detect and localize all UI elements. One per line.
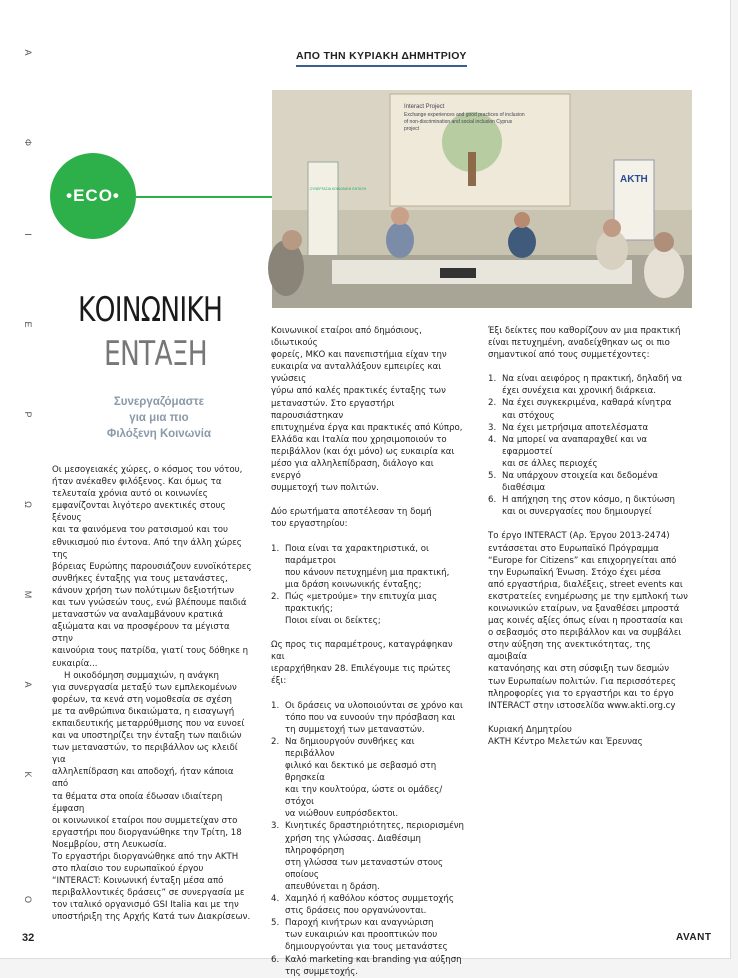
author-affiliation: ΑΚΤΗ Κέντρο Μελετών και Έρευνας: [488, 736, 643, 747]
text-line: Να είναι αειφόρος η πρακτική, δηλαδή να: [502, 374, 683, 385]
list-item: [271, 893, 465, 917]
side-letter: Ρ: [23, 411, 33, 419]
paragraph-alliances: [52, 670, 252, 851]
subtitle: [64, 394, 254, 442]
side-letter: Ε: [23, 321, 33, 329]
text-line: Το έργο INTERACT (Αρ. Έργου 2013-2474): [488, 531, 670, 542]
author-name: Κυριακή Δημητρίου: [488, 724, 572, 735]
text-line: Οι μεσογειακές χώρες, ο κόσμος του νότου,: [52, 465, 243, 475]
text-line: Να μπορεί να αναπαραχθεί και να εφαρμοστεί: [502, 434, 648, 457]
list-item: [271, 700, 465, 736]
banner-left: ΣΥΝΕΡΓΑΣΙΑ ΚΟΙΝΩΝΙΚΗ ΕΝΤΑΞΗ: [310, 187, 367, 191]
text-line: “Europe for Citizens” και επιχορηγείται από: [488, 555, 677, 566]
side-letter: Ο: [23, 895, 33, 904]
page-number: 32: [22, 932, 35, 944]
side-letter: Μ: [23, 590, 33, 600]
list-number: 6.: [488, 495, 497, 506]
text-line: Έξι δείκτες που καθορίζουν αν μια πρακτική: [488, 326, 681, 336]
text-line: των Ευρωπαίων πολιτών. Για περισσότερες: [488, 676, 676, 687]
column-2: [271, 325, 465, 978]
magazine-brand: AVANT: [676, 932, 712, 943]
list-item: [271, 917, 465, 953]
list-number: 2.: [271, 736, 280, 747]
text-line: ιεραρχήθηκαν 28. Επιλέγουμε τις πρώτες έξι:: [271, 664, 451, 687]
paragraph-questions-intro: [271, 506, 465, 530]
badge-rule: [136, 196, 272, 198]
text-line: καινούρια τους πατρίδα, γιατί τους δόθηκε η: [52, 646, 249, 657]
text-line: μέσο για αλληλεπίδραση, διάλογο και ενεργό: [271, 459, 434, 482]
text-line: μεταναστών. Στο εργαστήρι παρουσιάστηκαν: [271, 398, 395, 421]
text-line: Η οικοδόμηση συμμαχιών, η ανάγκη: [64, 670, 219, 681]
text-line: και σε άλλες περιοχές: [502, 458, 598, 469]
subtitle-line: για μια πιο: [129, 412, 189, 424]
text-line: πληροφορίες για το εργαστήρι και το έργο: [488, 688, 674, 699]
title-line1: ΚΟΙΝΩΝΙΚΗ: [78, 290, 223, 330]
author-signature: [488, 724, 688, 748]
list-number: 1.: [488, 374, 497, 385]
subtitle-line: Φιλόξενη Κοινωνία: [106, 428, 212, 440]
text-line: Καλό marketing και branding για αύξηση: [285, 954, 462, 965]
text-line: κοινωνικών εταίρων, να ξαναθέσει μπροστά: [488, 603, 680, 614]
text-line: φιλικό και δεκτικό με σεβασμό στη θρησκεία: [285, 761, 437, 784]
workshop-photo: [272, 90, 692, 308]
text-line: ο σεβασμός στο περιβάλλον και να συμβάλει: [488, 628, 682, 639]
text-line: ήταν ανέκαθεν φιλόξενος. Και όμως τα: [52, 477, 222, 488]
list-number: 1.: [271, 700, 280, 711]
text-line: τον ιταλικό οργανισμό GSI Italia και με την: [52, 900, 239, 911]
text-line: συμμετοχή των πολιτών.: [271, 483, 379, 494]
text-line: Πώς «μετρούμε» την επιτυχία μιας πρακτικής;: [285, 591, 438, 614]
text-line: εκστρατείες ενημέρωσης με την εμπλοκή των: [488, 591, 688, 602]
text-line: με τα ανθρώπινα δικαιώματα, η εισαγωγή: [52, 706, 235, 717]
side-letter: Ι: [23, 233, 33, 237]
text-line: περιβάλλον (και όχι μόνο) ως ευκαιρία και: [271, 446, 455, 457]
paragraph-project: [488, 530, 688, 711]
paragraph-parameters-intro: [271, 639, 465, 687]
text-line: που κάνουν πετυχημένη μια πρακτική,: [285, 567, 450, 578]
paragraph-indicators-intro: [488, 325, 688, 361]
text-line: την Ευρωπαϊκή Ένωση. Στόχο έχει μέσα: [488, 567, 661, 578]
screen-line: Interact Project: [404, 104, 445, 110]
list-item: [271, 591, 465, 627]
text-line: Το εργαστήρι διοργανώθηκε από την ΑΚΤΗ: [52, 852, 239, 862]
text-line: επιτυχημένα έργα και πρακτικές από Κύπρο,: [271, 422, 463, 433]
text-line: Κινητικές δραστηριότητες, περιορισμένη: [285, 821, 464, 832]
text-line: δημιουργούνται για τους μετανάστες: [285, 942, 448, 953]
list-item: [271, 736, 465, 821]
text-line: τελευταία χρόνια αυτό οι κοινωνίες: [52, 489, 208, 500]
text-line: και των γνώσεών τους, ενώ βλέπουμε παιδιά: [52, 598, 247, 609]
side-letter: Α: [23, 49, 33, 57]
screen-line: Exchange experiences and good practices of inclusion: [404, 112, 525, 118]
list-number: 6.: [271, 954, 280, 965]
text-line: INTERACT στην ιστοσελίδα www.akti.org.cy: [488, 700, 676, 711]
text-line: και την κουλτούρα, ώστε οι ομάδες/στόχοι: [285, 785, 443, 808]
text-line: τα θέματα στα οποία έδωσαν ιδιαίτερη έμφαση: [52, 791, 223, 814]
column-3: [488, 325, 688, 748]
text-line: μας κοινές αξίες όπως είναι η προστασία και: [488, 616, 683, 627]
text-line: εργαστήρι που διοργανώθηκε την Τρίτη, 18: [52, 827, 242, 838]
text-line: γύρω από καλές πρακτικές ένταξης των: [271, 386, 446, 397]
list-number: 5.: [271, 918, 280, 929]
list-item: [488, 397, 688, 421]
text-line: και οι συνεργασίες που δημιουργεί: [502, 507, 652, 518]
text-line: του εργαστηρίου:: [271, 519, 348, 530]
text-line: Ως προς τις παραμέτρους, καταγράφηκαν και: [271, 640, 453, 663]
text-line: Η απήχηση της στον κόσμο, η δικτύωση: [502, 495, 675, 506]
text-line: από εργαστήρια, διαλέξεις, street events και: [488, 579, 683, 590]
text-line: βόρειας Ευρώπης παρουσιάζουν ευνοϊκότερες: [52, 561, 252, 572]
text-line: στην αύξηση της ανεκτικότητας, της αμοιβαία: [488, 640, 651, 663]
paragraph-organizers: [52, 851, 252, 924]
text-line: έχει συνέχεια και χρονική διάρκεια.: [502, 386, 656, 397]
text-line: υποστήριξη της Αρχής Κατά των Διακρίσεων.: [52, 912, 251, 923]
list-number: 3.: [271, 821, 280, 832]
text-line: εντάσσεται στο Ευρωπαϊκό Πρόγραμμα: [488, 543, 659, 554]
list-item: [271, 954, 465, 978]
text-line: Ποιοι είναι οι δείκτες;: [285, 616, 381, 627]
text-line: διαθέσιμα: [502, 483, 546, 494]
list-item: [488, 434, 688, 470]
list-number: 2.: [488, 398, 497, 409]
side-letter: Κ: [23, 771, 33, 779]
side-letter: Ω: [23, 501, 33, 509]
list-number: 4.: [488, 434, 497, 445]
text-line: “INTERACT: Κοινωνική ένταξη μέσα από: [52, 876, 224, 887]
text-line: Να υπάρχουν στοιχεία και δεδομένα: [502, 471, 658, 482]
text-line: περιβαλλοντικές δράσεις” σε συνεργασία με: [52, 888, 245, 899]
text-line: κατανόησης και στη σύσφιξη των δεσμών: [488, 664, 670, 675]
byline: ΑΠΟ ΤΗΝ ΚΥΡΙΑΚΗ ΔΗΜΗΤΡΙΟΥ: [296, 50, 467, 67]
paragraph-partners: [271, 325, 465, 494]
text-line: σημαντικοί από τους συμμετέχοντες:: [488, 350, 650, 361]
list-item: [488, 470, 688, 494]
list-number: 3.: [488, 422, 497, 433]
text-line: οι κοινωνικοί εταίροι που συμμετείχαν στο: [52, 815, 238, 826]
list-number: 1.: [271, 543, 280, 554]
list-number: 5.: [488, 471, 497, 482]
text-line: συνθήκες ένταξης για τους μετανάστες,: [52, 573, 228, 584]
side-letter: Φ: [23, 138, 33, 148]
text-line: Οι δράσεις να υλοποιούνται σε χρόνο και: [285, 700, 463, 711]
text-line: των μεταναστών, το περιβάλλον ως κλειδί για: [52, 743, 238, 766]
text-line: Δύο ερωτήματα αποτέλεσαν τη δομή: [271, 507, 432, 518]
text-line: εμφανίζονται λιγότερο ανεκτικές στους ξένους: [52, 501, 226, 524]
text-line: ευκαιρία να ανταλλάξουν εμπειρίες και γνώσεις: [271, 362, 442, 385]
list-number: 4.: [271, 894, 280, 905]
text-line: Παροχή κινήτρων και αναγνώριση: [285, 918, 434, 929]
text-line: στη γλώσσα των μεταναστών στους οποίους: [285, 857, 444, 880]
text-line: να νιώθουν ευπρόσδεκτοι.: [285, 809, 399, 820]
side-letter: Α: [23, 681, 33, 689]
text-line: Ποια είναι τα χαρακτηριστικά, οι παράμετροι: [285, 543, 429, 566]
text-line: απευθύνεται η δράση.: [285, 881, 380, 892]
list-item: [488, 373, 688, 397]
text-line: στο πλαίσιο του ευρωπαϊκού έργου: [52, 864, 204, 875]
banner-right: ΑΚΤΗ: [620, 174, 648, 185]
column-1: [52, 464, 252, 924]
list-item: [271, 820, 465, 893]
text-line: της συμμετοχής.: [285, 966, 359, 977]
screen-line: project: [404, 126, 420, 132]
text-line: φορείς, ΜΚΟ και πανεπιστήμια είχαν την: [271, 350, 447, 361]
text-line: χρήση της γλώσσας. Διαθέσιμη πληροφόρηση: [285, 833, 421, 856]
text-line: ευκαιρία...: [52, 658, 98, 669]
text-line: Να έχει συγκεκριμένα, καθαρά κίνητρα: [502, 398, 672, 409]
text-line: στις δράσεις που οργανώνονται.: [285, 906, 427, 917]
text-line: είναι πετυχημένη, αναδείχθηκαν ως οι πιο: [488, 338, 670, 349]
text-line: εθνικισμού πιο έντονα. Από την άλλη χώρες της: [52, 537, 242, 560]
text-line: κάνουν χρήση των πολύτιμων δεξιοτήτων: [52, 585, 235, 596]
paragraph-intro: [52, 464, 252, 670]
text-line: αξιώματα και να προσφέρουν τα μέγιστα στην: [52, 622, 230, 645]
text-line: τη συμμετοχή των μεταναστών.: [285, 724, 425, 735]
text-line: για συνεργασία μεταξύ των εμπλεκομένων: [52, 682, 237, 693]
title-line2: ΕΝΤΑΞΗ: [104, 334, 207, 374]
text-line: και να υποστηρίζει την ένταξη των παιδιών: [52, 731, 242, 742]
text-line: Κοινωνικοί εταίροι από δημόσιους, ιδιωτικούς: [271, 326, 422, 349]
text-line: των ευκαιριών και προοπτικών που: [285, 930, 438, 941]
subtitle-line: Συνεργαζόμαστε: [113, 396, 205, 408]
text-line: μεταναστών να αναλαμβάνουν κρατικά: [52, 610, 224, 621]
text-line: εκπαιδευτικής μεταρρύθμισης που να ευνοεί: [52, 718, 245, 729]
list-item: [271, 543, 465, 591]
list-item: [488, 422, 688, 434]
list-number: 2.: [271, 591, 280, 602]
text-line: τόπο που να ευνοούν την πρόσβαση και: [285, 712, 456, 723]
text-line: αλληλεπίδραση και αποδοχή, ήταν κάποια από: [52, 767, 234, 790]
text-line: Να δημιουργούν συνθήκες και περιβάλλον: [285, 736, 415, 759]
text-line: μια δράση κοινωνικής ένταξης;: [285, 579, 422, 590]
text-line: φορέων, τα κενά στη νομοθεσία σε σχέση: [52, 694, 232, 705]
text-line: Ελλάδα και Ιταλία που χρησιμοποιούν το: [271, 434, 447, 445]
text-line: και τα φαινόμενα του ρατσισμού και του: [52, 525, 228, 536]
text-line: Να έχει μετρήσιμα αποτελέσματα: [502, 422, 649, 433]
text-line: Χαμηλό ή καθόλου κόστος συμμετοχής: [285, 894, 454, 905]
screen-line: of non-discrimination and social inclusion Cyprus: [404, 119, 513, 125]
list-item: [488, 494, 688, 518]
text-line: Νοεμβρίου, στη Λευκωσία.: [52, 839, 167, 850]
workshop-photo-illustration: [272, 90, 692, 308]
eco-badge: •ECO•: [50, 153, 136, 239]
text-line: και στόχους: [502, 410, 555, 421]
